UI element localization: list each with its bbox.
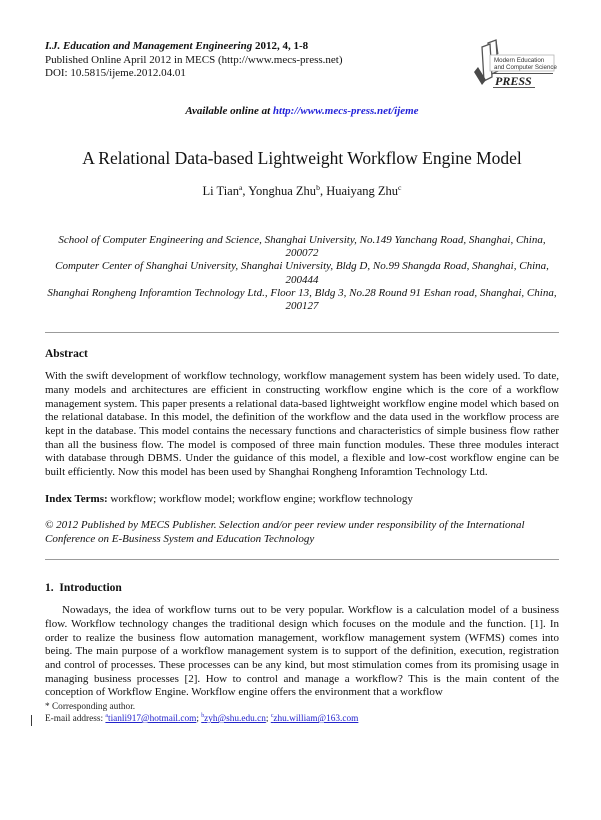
mecs-press-logo (457, 36, 559, 92)
author-affil-mark: c (398, 182, 402, 192)
affiliation: Shanghai Rongheng Inforamtion Technology Ltd., Floor 13, Bldg 3, No.28 Round 91 Eshan road, Shanghai, China, 200127 (47, 286, 557, 313)
logo-text-line2: and Computer Science (494, 64, 557, 71)
section-divider (45, 559, 559, 560)
email-separator: ; (265, 714, 271, 724)
paper-title: A Relational Data-based Lightweight Workflow Engine Model (82, 148, 522, 168)
corresponding-author-note: * Corresponding author. (45, 702, 136, 712)
section-heading-introduction: 1. Introduction (45, 582, 122, 595)
change-bar (31, 715, 32, 726)
author-separator: , (242, 184, 249, 198)
author-name: Yonghua Zhu (248, 184, 317, 198)
doi-line: DOI: 10.5815/ijeme.2012.04.01 (45, 67, 186, 79)
author-list (45, 184, 559, 199)
index-terms-line (45, 493, 559, 505)
author-affil-mark: a (238, 182, 243, 192)
abstract-text: With the swift development of workflow technology, workflow management system has been widely used. To date, many models and architectures are efficient in constructing workflow engine which is the core of a workflow management system. This paper presents a relational data-based lightweight workflow engine model which based on the relational database. In this model, the definition of the workflow and the data used in the workflow process are kept in the database. This model contains the necessary functions and characteristics of simple business flow rather than all the business flow. The model is composed of three main function modules. These three modules interact with database through DBMS. Under the guidance of this model, a flexible and low-cost workflow engine can be built efficiently. Now this model has been used by Shanghai Rongheng Inforamtion Technology Ltd. (45, 370, 559, 479)
top-divider (45, 332, 559, 333)
author-name: Huaiyang Zhu (326, 184, 399, 198)
mecs-press-logo-graphic (457, 36, 559, 92)
published-line: Published Online April 2012 in MECS (http://www.mecs-press.net) (45, 53, 343, 66)
available-online-line (45, 105, 559, 117)
index-terms-list: workflow; workflow model; workflow engine; workflow technology (107, 492, 413, 505)
available-prefix: Available online at (185, 105, 273, 117)
footnote-block (45, 701, 559, 725)
email-sup: c (270, 712, 274, 719)
journal-issue: 2012, 4, 1-8 (252, 40, 309, 52)
email-address: zhu.william@163.com (273, 714, 359, 724)
logo-press-text: PRESS (495, 74, 532, 88)
affiliation-list (45, 234, 559, 313)
email-sup: b (201, 712, 205, 719)
author-separator: , (319, 184, 327, 198)
email-line (45, 713, 559, 725)
affiliation: School of Computer Engineering and Science, Shanghai University, No.149 Yanchang Road, Shanghai, China, 200072 (58, 234, 546, 260)
author-affil-mark: b (316, 182, 320, 192)
email-label: E-mail address: (45, 714, 106, 724)
email-link-b[interactable] (201, 714, 266, 724)
affiliation: Computer Center of Shanghai University, Shanghai University, Bldg D, No.99 Shangda Road, Shanghai, China, 200444 (55, 260, 549, 286)
email-address: tianli917@hotmail.com (107, 714, 197, 724)
email-separator: ; (196, 714, 202, 724)
abstract-heading: Abstract (45, 348, 88, 361)
author-name: Li Tian (202, 184, 239, 198)
email-link-c[interactable] (271, 714, 359, 724)
journal-info (45, 40, 343, 81)
journal-url-link[interactable]: http://www.mecs-press.net/ijeme (272, 105, 419, 117)
index-terms-label: Index Terms: (45, 492, 108, 505)
introduction-text: Nowadays, the idea of workflow turns out to be very popular. Workflow is a calculation model of a business flow. Workflow technology changes the traditional design which focuses on the module and the function. [1]. In order to realize the business flow automation management, workflow management system (WFMS) comes into being. The main purpose of a workflow management system is to support of the definition, execution, registration and control of processes. These processes can be any kind, but most stimulation comes from its promising usage in managing business processes [2]. How to control and manage a workflow? This is the main content of the conception of Workflow Engine. Workflow engine offers the environment that a workflow (45, 604, 559, 699)
email-link-a[interactable] (105, 714, 196, 724)
copyright-statement: © 2012 Published by MECS Publisher. Selection and/or peer review under responsibility of the International Conference on E-Business System and Education Technology (45, 518, 525, 545)
email-sup: a (105, 712, 108, 719)
journal-name: I.J. Education and Management Engineering (45, 40, 253, 52)
masthead (45, 40, 559, 92)
email-address: zyh@shu.edu.cn (204, 714, 266, 724)
logo-text-line1: Modern Education (494, 57, 545, 64)
journal-title-line (45, 40, 343, 54)
